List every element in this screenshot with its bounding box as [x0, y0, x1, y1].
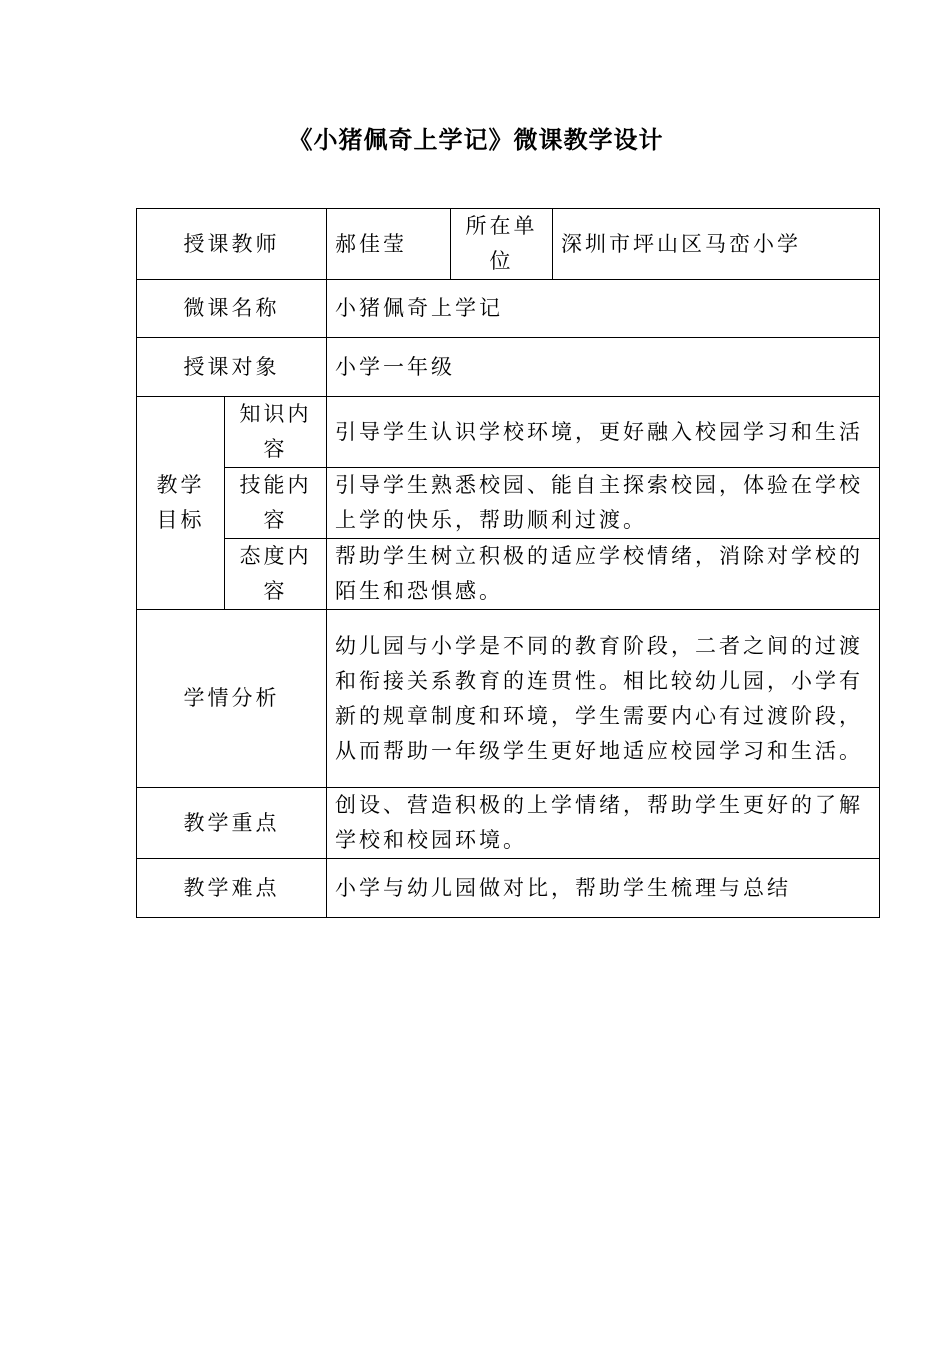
teacher-row	[137, 209, 880, 280]
teaching-goals-label: 教学目标	[137, 397, 225, 610]
unit-value: 深圳市坪山区马峦小学	[553, 209, 880, 280]
teacher-label: 授课教师	[137, 209, 327, 280]
audience-label: 授课对象	[137, 338, 327, 397]
difficulties-row	[137, 859, 880, 918]
course-name-row	[137, 280, 880, 338]
skill-label: 技能内容	[225, 468, 327, 539]
goal-knowledge-row	[137, 397, 880, 468]
attitude-value: 帮助学生树立积极的适应学校情绪，消除对学校的陌生和恐惧感。	[327, 539, 880, 610]
audience-value: 小学一年级	[327, 338, 880, 397]
teacher-value: 郝佳莹	[327, 209, 451, 280]
lesson-design-table	[136, 208, 880, 918]
document-title: 《小猪佩奇上学记》微课教学设计	[288, 126, 664, 154]
skill-value: 引导学生熟悉校园、能自主探索校园，体验在学校上学的快乐，帮助顺利过渡。	[327, 468, 880, 539]
analysis-value: 幼儿园与小学是不同的教育阶段，二者之间的过渡和衔接关系教育的连贯性。相比较幼儿园，小学有新的规章制度和环境，学生需要内心有过渡阶段，从而帮助一年级学生更好地适应校园学习和生活。	[327, 610, 880, 788]
audience-row	[137, 338, 880, 397]
goal-skill-row	[137, 468, 880, 539]
knowledge-label: 知识内容	[225, 397, 327, 468]
analysis-row	[137, 610, 880, 788]
key-points-row	[137, 788, 880, 859]
knowledge-value: 引导学生认识学校环境，更好融入校园学习和生活	[327, 397, 880, 468]
unit-label: 所在单位	[451, 209, 553, 280]
analysis-label: 学情分析	[137, 610, 327, 788]
attitude-label: 态度内容	[225, 539, 327, 610]
key-points-value: 创设、营造积极的上学情绪，帮助学生更好的了解学校和校园环境。	[327, 788, 880, 859]
key-points-label: 教学重点	[137, 788, 327, 859]
difficulties-label: 教学难点	[137, 859, 327, 918]
goal-attitude-row	[137, 539, 880, 610]
difficulties-value: 小学与幼儿园做对比，帮助学生梳理与总结	[327, 859, 880, 918]
course-name-value: 小猪佩奇上学记	[327, 280, 880, 338]
course-name-label: 微课名称	[137, 280, 327, 338]
